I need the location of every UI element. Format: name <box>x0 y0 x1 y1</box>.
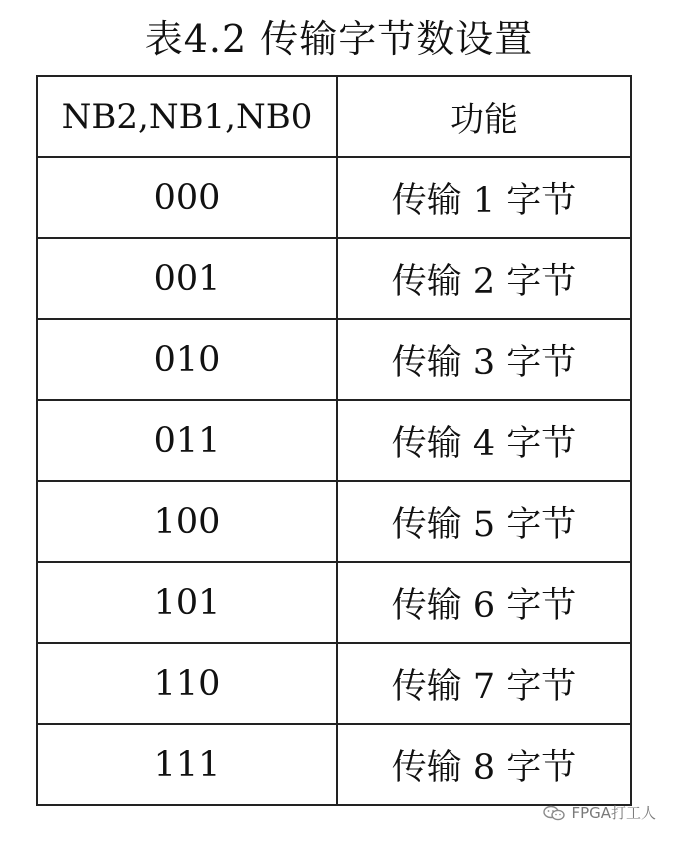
function-cell: 传输 5 字节 <box>337 481 631 562</box>
header-function: 功能 <box>337 76 631 157</box>
nb-bits-cell: 111 <box>37 724 337 805</box>
table-row <box>37 319 631 400</box>
watermark-text: FPGA打工人 <box>571 804 656 822</box>
table-row <box>37 724 631 805</box>
nb-bits-cell: 110 <box>37 643 337 724</box>
table-caption: 表4.2 传输字节数设置 <box>144 17 534 61</box>
table-header-row <box>37 76 631 157</box>
nb-bits-cell: 100 <box>37 481 337 562</box>
function-cell: 传输 6 字节 <box>337 562 631 643</box>
table-row <box>37 238 631 319</box>
table-row <box>37 157 631 238</box>
wechat-icon <box>543 805 565 821</box>
function-cell: 传输 4 字节 <box>337 400 631 481</box>
nb-bits-cell: 010 <box>37 319 337 400</box>
header-nb-bits: NB2,NB1,NB0 <box>37 76 337 157</box>
nb-bits-cell: 001 <box>37 238 337 319</box>
function-cell: 传输 1 字节 <box>337 157 631 238</box>
function-cell: 传输 3 字节 <box>337 319 631 400</box>
nb-bits-cell: 011 <box>37 400 337 481</box>
nb-bits-cell: 000 <box>37 157 337 238</box>
function-cell: 传输 8 字节 <box>337 724 631 805</box>
table-row <box>37 643 631 724</box>
table-row <box>37 400 631 481</box>
transfer-bytes-table <box>36 75 632 806</box>
watermark <box>543 802 656 823</box>
table-row <box>37 562 631 643</box>
nb-bits-cell: 101 <box>37 562 337 643</box>
function-cell: 传输 2 字节 <box>337 238 631 319</box>
table-row <box>37 481 631 562</box>
function-cell: 传输 7 字节 <box>337 643 631 724</box>
